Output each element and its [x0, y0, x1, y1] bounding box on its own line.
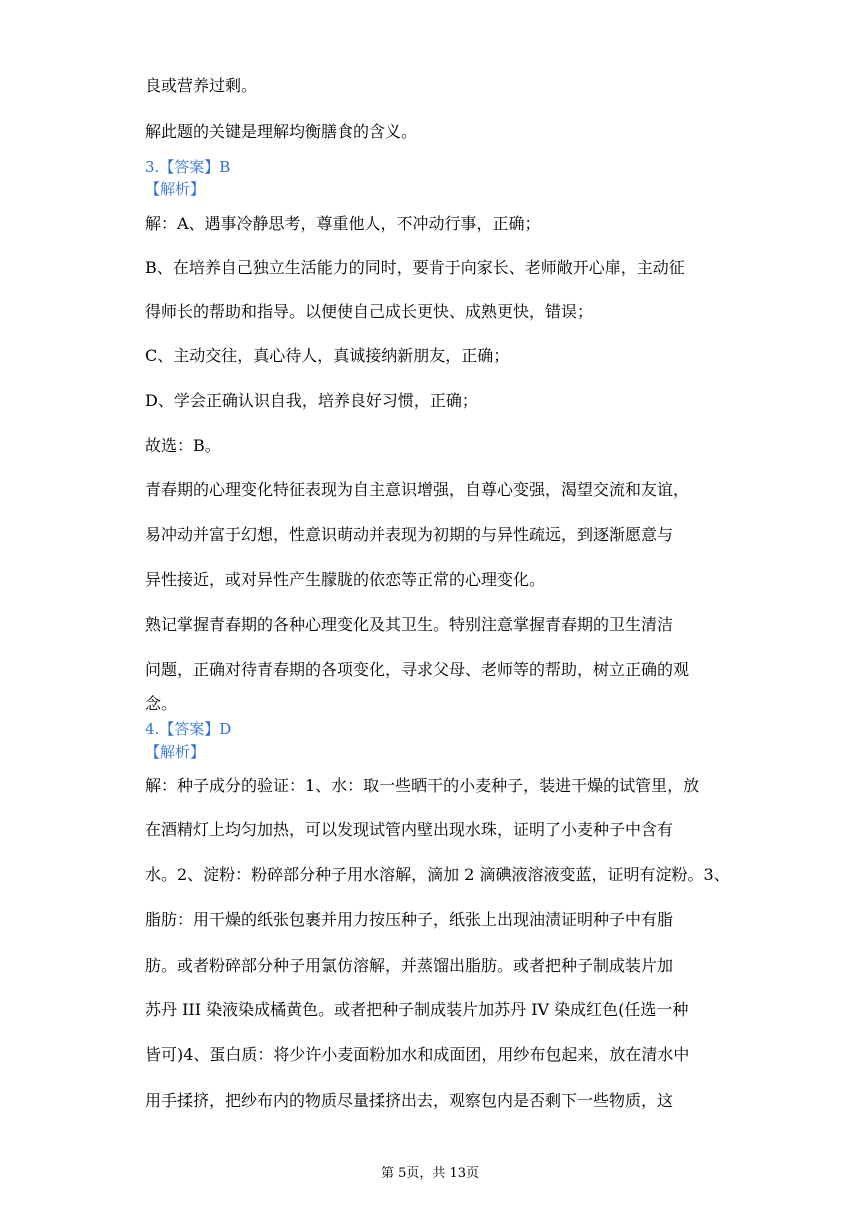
text-line: 解此题的关键是理解均衡膳食的含义。: [145, 122, 418, 141]
text-line: 熟记掌握青春期的各种心理变化及其卫生。特别注意掌握青春期的卫生清洁: [145, 615, 674, 634]
answer-heading: 3.【答案】B: [145, 158, 231, 176]
text-line: B、在培养自己独立生活能力的同时，要肯于向家长、老师敞开心扉，主动征: [145, 258, 685, 277]
text-line: 念。: [145, 694, 178, 713]
text-line: 皆可)4、蛋白质：将少许小麦面粉加水和成面团，用纱布包起来，放在清水中: [145, 1045, 690, 1064]
text-line: C、主动交往，真心待人，真诚接纳新朋友，正确；: [145, 346, 510, 365]
text-line: 得师长的帮助和指导。以便使自己成长更快、成熟更快，错误；: [145, 302, 594, 321]
text-line: 水。2、淀粉：粉碎部分种子用水溶解，滴加 2 滴碘液溶液变蓝，证明有淀粉。3、: [145, 865, 730, 884]
text-line: D、学会正确认识自我，培养良好习惯，正确；: [145, 391, 478, 410]
text-line: 问题，正确对待青春期的各项变化，寻求父母、老师等的帮助，树立正确的观: [145, 660, 690, 679]
page-number-footer: 第 5页，共 13页: [380, 1166, 480, 1181]
text-line: 异性接近，或对异性产生朦胧的依恋等正常的心理变化。: [145, 570, 546, 589]
text-line: 肪。或者粉碎部分种子用氯仿溶解，并蒸馏出脂肪。或者把种子制成装片加: [145, 956, 674, 975]
text-line: 易冲动并富于幻想，性意识萌动并表现为初期的与异性疏远，到逐渐愿意与: [145, 525, 674, 544]
text-line: 苏丹 III 染液染成橘黄色。或者把种子制成装片加苏丹 IV 染成红色(任选一种: [145, 1000, 689, 1019]
answer-heading: 4.【答案】D: [145, 720, 232, 738]
text-line: 青春期的心理变化特征表现为自主意识增强，自尊心变强，渴望交流和友谊，: [145, 480, 690, 499]
text-line: 在酒精灯上均匀加热，可以发现试管内壁出现水珠，证明了小麦种子中含有: [145, 820, 674, 839]
analysis-heading: 【解析】: [145, 743, 206, 761]
text-line: 解：A、遇事冷静思考，尊重他人，不冲动行事，正确；: [145, 214, 541, 233]
analysis-heading: 【解析】: [145, 180, 206, 198]
text-line: 脂肪：用干燥的纸张包裹并用力按压种子，纸张上出现油渍证明种子中有脂: [145, 910, 674, 929]
text-line: 用手揉挤，把纱布内的物质尽量揉挤出去，观察包内是否剩下一些物质，这: [145, 1091, 674, 1110]
text-line: 解：种子成分的验证：1、水：取一些晒干的小麦种子，装进干燥的试管里，放: [145, 776, 700, 795]
text-line: 故选：B。: [145, 436, 221, 455]
text-line: 良或营养过剩。: [145, 76, 258, 95]
